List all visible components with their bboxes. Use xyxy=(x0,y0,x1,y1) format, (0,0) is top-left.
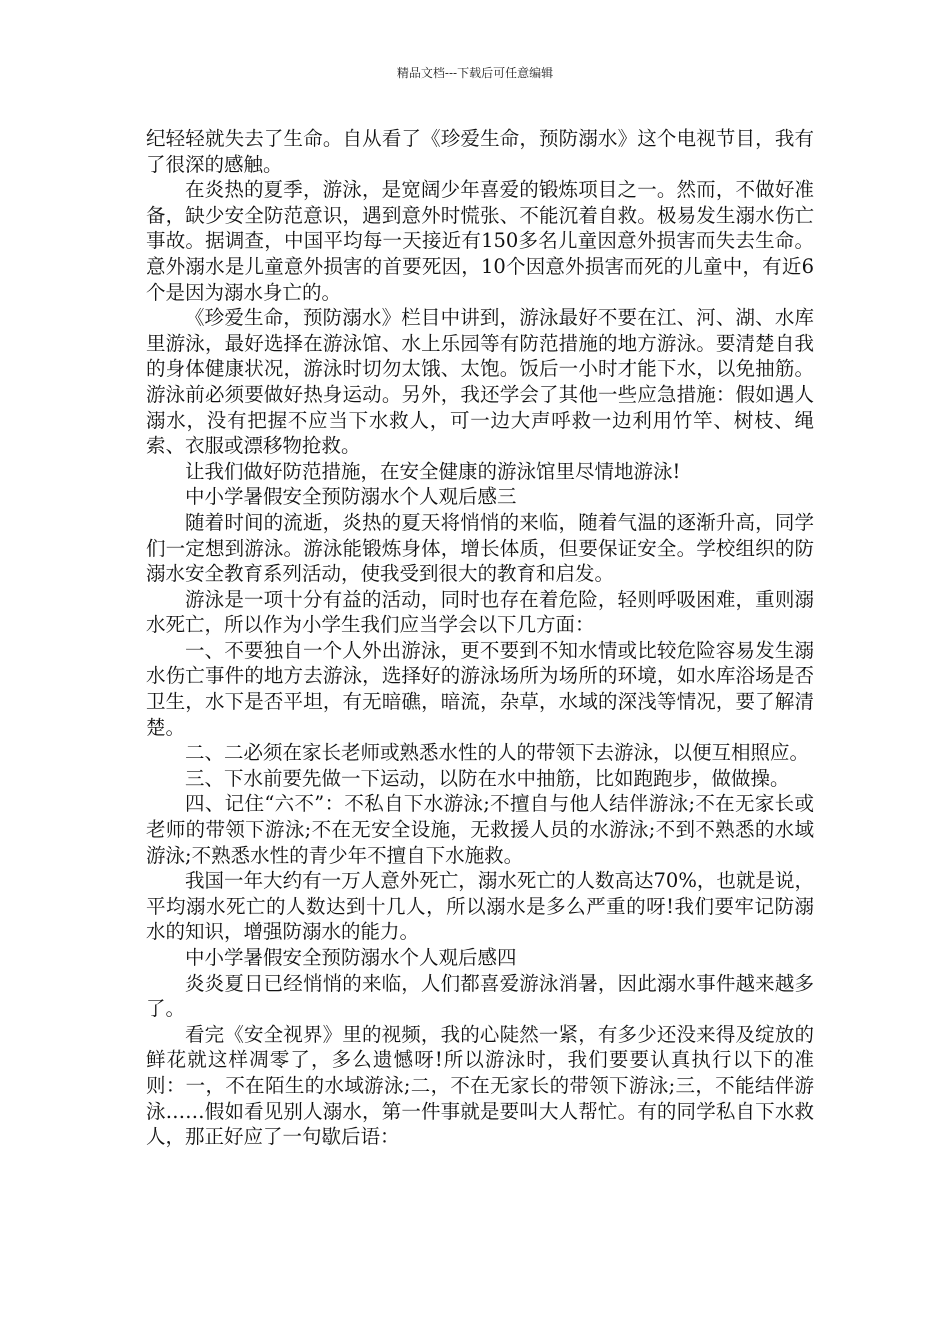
paragraph: 四、记住“六不”：不私自下水游泳;不擅自与他人结伴游泳;不在无家长或老师的带领下游泳;不在无安全设施，无救援人员的水游泳;不到不熟悉的水域游泳;不熟悉水性的青少年不擅自下水施救。 xyxy=(146,792,814,867)
paragraph: 我国一年大约有一万人意外死亡，溺水死亡的人数高达70%，也就是说，平均溺水死亡的人数达到十几人，所以溺水是多么严重的呀!我们要牢记防溺水的知识，增强防溺水的能力。 xyxy=(146,869,814,944)
paragraph: 二、二必须在家长老师或熟悉水性的人的带领下去游泳，以便互相照应。 xyxy=(185,741,810,765)
section-heading: 中小学暑假安全预防溺水个人观后感四 xyxy=(185,946,517,969)
paragraph: 《珍爱生命，预防溺水》栏目中讲到，游泳最好不要在江、河、湖、水库里游泳，最好选择在游泳馆、水上乐园等有防范措施的地方游泳。要清楚自我的身体健康状况，游泳时切勿太饿、太饱。饭后一小时才能下水，以免抽筋。游泳前必须要做好热身运动。另外，我还学会了其他一些应急措施：假如遇人溺水，没有把握不应当下水救人，可一边大声呼救一边利用竹竿、树枝、绳索、衣服或漂移物抢救。 xyxy=(146,306,814,458)
paragraph: 在炎热的夏季，游泳，是宽阔少年喜爱的锻炼项目之一。然而，不做好准备，缺少安全防范意识，遇到意外时慌张、不能沉着自救。极易发生溺水伤亡事故。据调查，中国平均每一天接近有150多名儿童因意外损害而失去生命。意外溺水是儿童意外损害的首要死因，10个因意外损害而死的儿童中，有近6个是因为溺水身亡的。 xyxy=(146,178,814,304)
paragraph: 炎炎夏日已经悄悄的来临，人们都喜爱游泳消暑，因此溺水事件越来越多了。 xyxy=(146,971,814,1021)
paragraph: 一、不要独自一个人外出游泳，更不要到不知水情或比较危险容易发生溺水伤亡事件的地方去游泳，选择好的游泳场所为场所的环境，如水库浴场是否卫生，水下是否平坦，有无暗礁，暗流，杂草，水域的深浅等情况，要了解清楚。 xyxy=(146,638,814,739)
paragraph: 随着时间的流逝，炎热的夏天将悄悄的来临，随着气温的逐渐升高，同学们一定想到游泳。游泳能锻炼身体，增长体质，但要保证安全。学校组织的防溺水安全教育系列活动，使我受到很大的教育和启发。 xyxy=(146,510,814,586)
paragraph: 游泳是一项十分有益的活动，同时也存在着危险，轻则呼吸困难，重则溺水死亡，所以作为小学生我们应当学会以下几方面： xyxy=(146,587,814,637)
page-header: 精品文档---下载后可任意编辑 xyxy=(396,66,554,80)
paragraph: 看完《安全视界》里的视频，我的心陡然一紧，有多少还没来得及绽放的鲜花就这样凋零了，多么遗憾呀!所以游泳时，我们要要认真执行以下的准则：一，不在陌生的水域游泳;二，不在无家长的带领下游泳;三，不能结伴游泳……假如看见别人溺水，第一件事就是要叫大人帮忙。有的同学私自下水救人，那正好应了一句歇后语： xyxy=(146,1022,814,1149)
paragraph: 纪轻轻就失去了生命。自从看了《珍爱生命，预防溺水》这个电视节目，我有了很深的感触。 xyxy=(146,127,814,176)
paragraph: 三、下水前要先做一下运动，以防在水中抽筋，比如跑跑步，做做操。 xyxy=(185,766,790,790)
document-body xyxy=(146,126,814,1150)
paragraph: 让我们做好防范措施，在安全健康的游泳馆里尽情地游泳! xyxy=(185,459,681,483)
section-heading: 中小学暑假安全预防溺水个人观后感三 xyxy=(185,485,517,509)
